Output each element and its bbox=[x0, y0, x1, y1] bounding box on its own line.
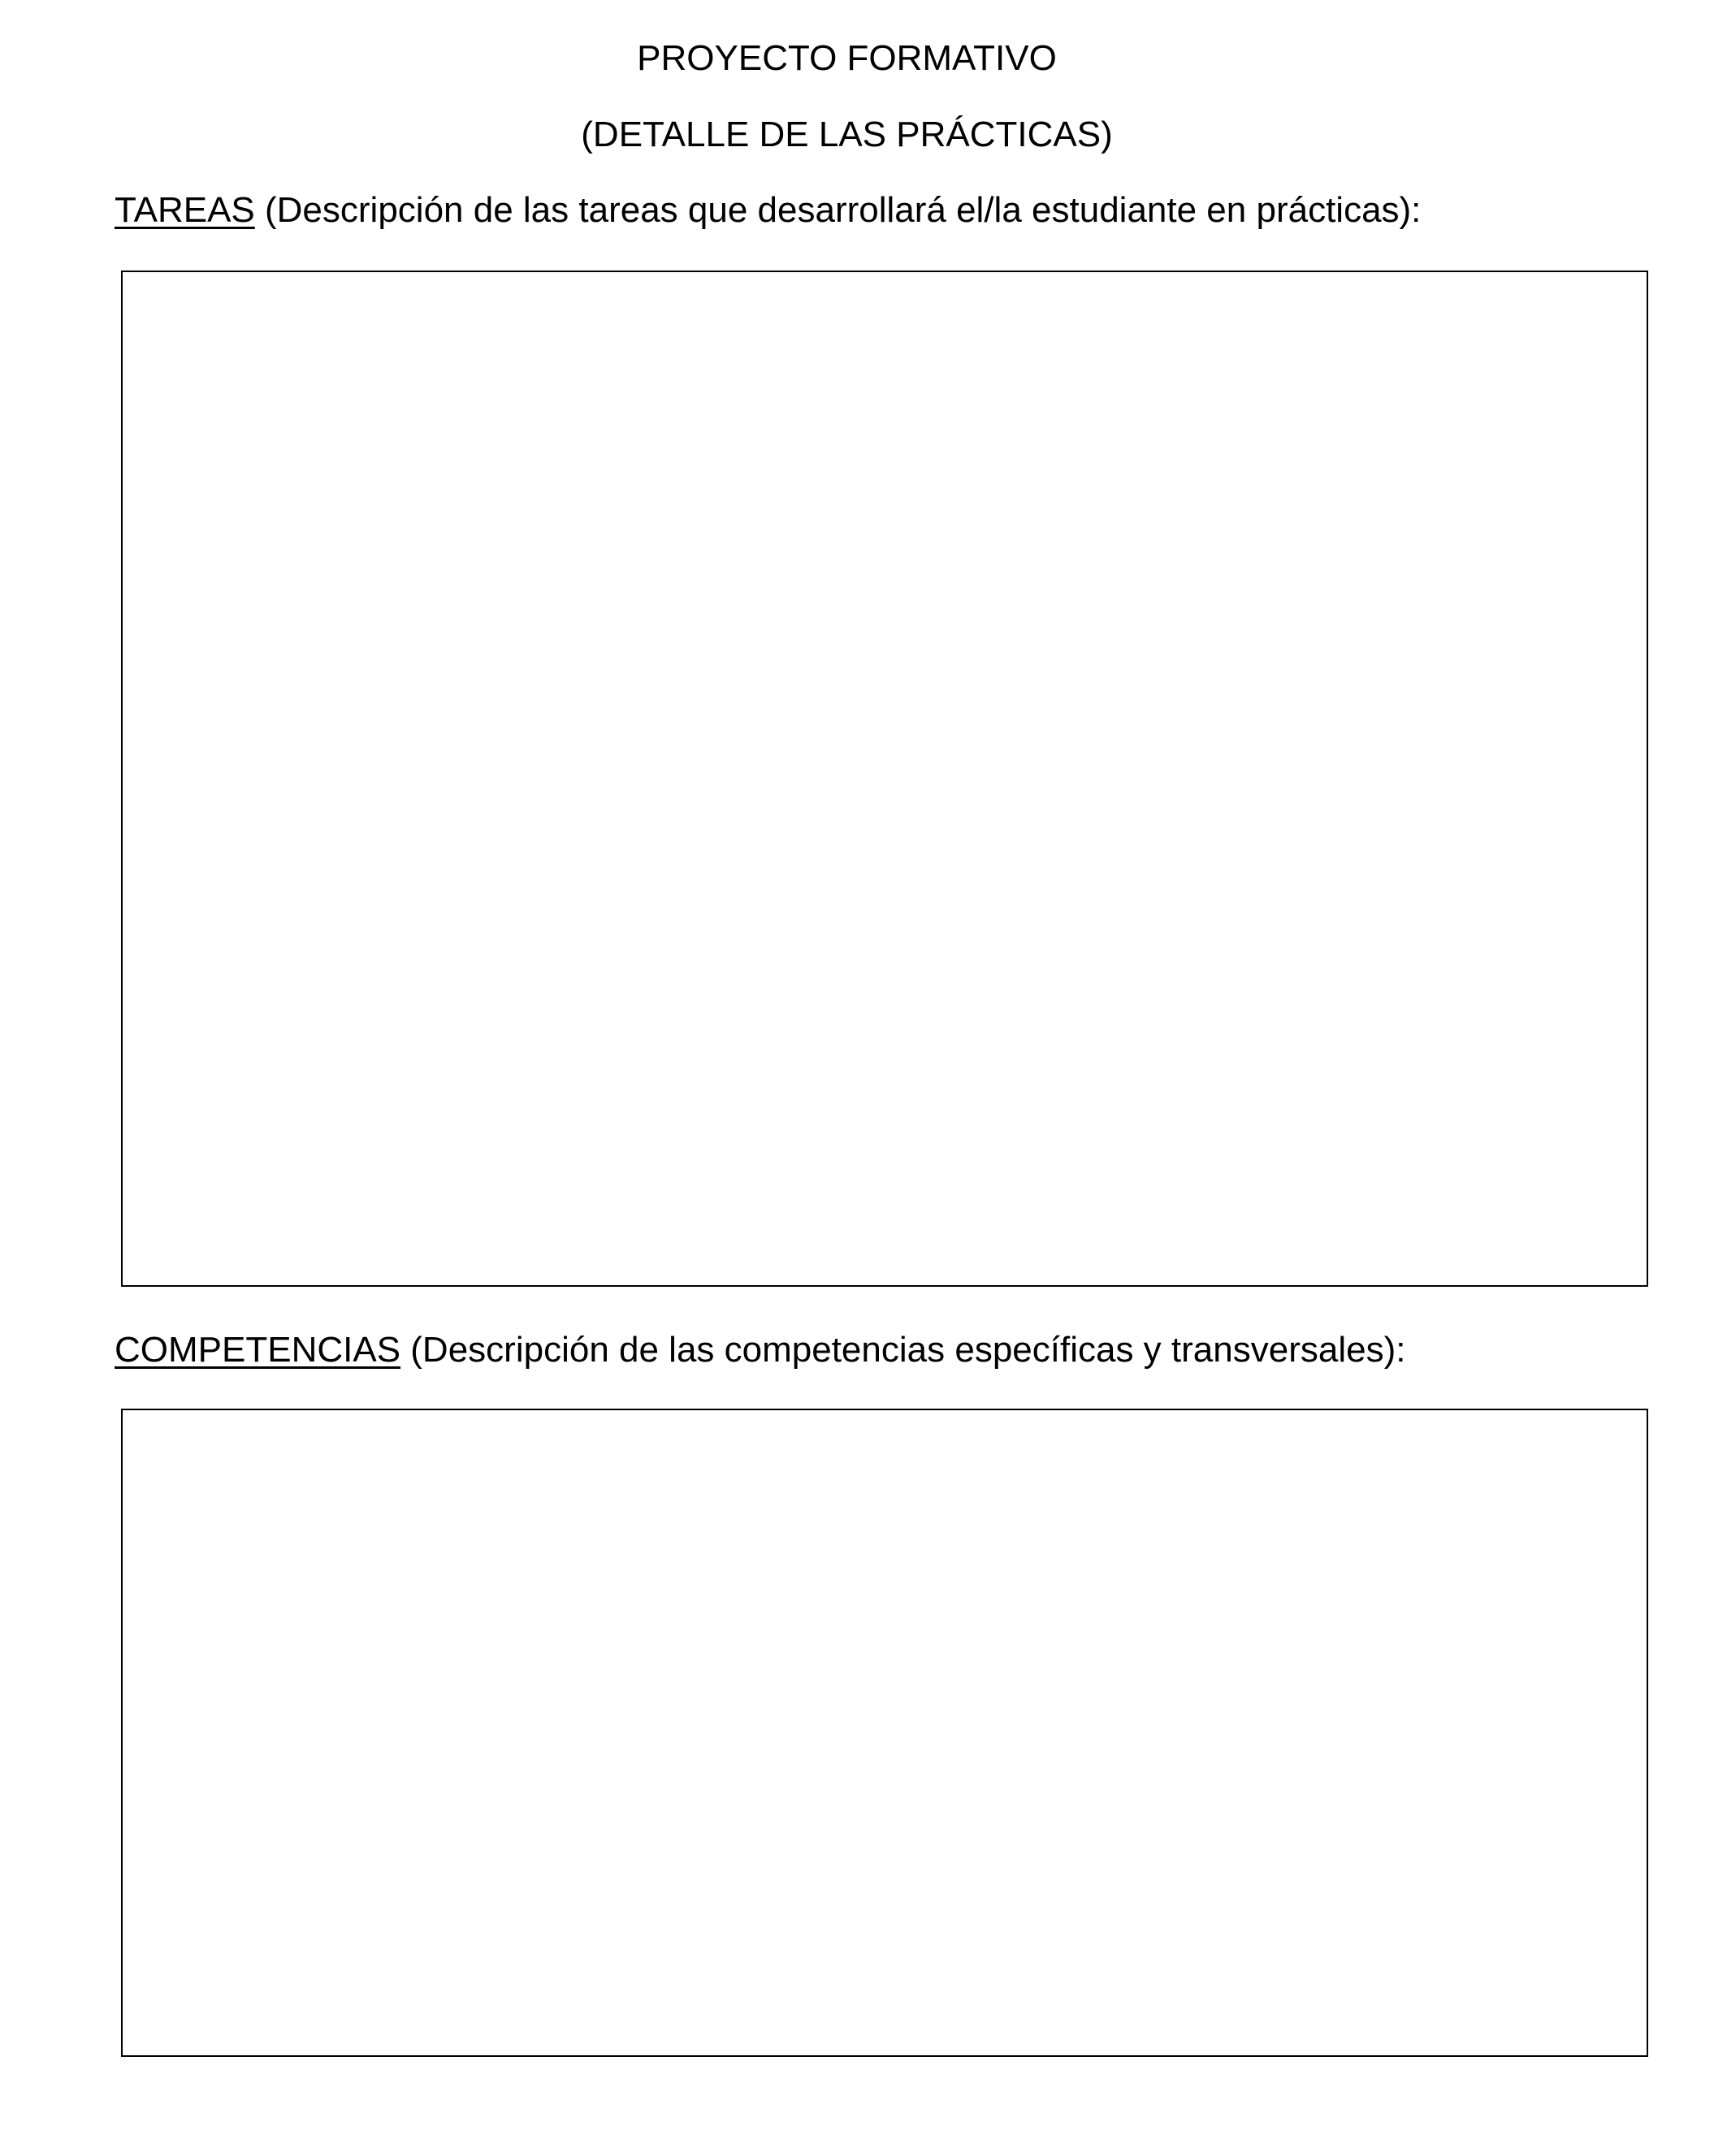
tareas-input-box[interactable] bbox=[121, 271, 1648, 1287]
competencias-input-box[interactable] bbox=[121, 1409, 1648, 2057]
competencias-heading: COMPETENCIAS bbox=[115, 1330, 401, 1370]
tareas-description: (Descripción de las tareas que desarrollará el/la estudiante en prácticas): bbox=[254, 190, 1422, 230]
tareas-section-label bbox=[115, 189, 1421, 232]
tareas-heading: TAREAS bbox=[115, 190, 255, 230]
competencias-description: (Descripción de las competencias específicas y transversales): bbox=[400, 1330, 1406, 1370]
document-subtitle: (DETALLE DE LAS PRÁCTICAS) bbox=[581, 115, 1113, 154]
competencias-section-label bbox=[115, 1329, 1405, 1371]
document-title: PROYECTO FORMATIVO bbox=[637, 38, 1057, 78]
